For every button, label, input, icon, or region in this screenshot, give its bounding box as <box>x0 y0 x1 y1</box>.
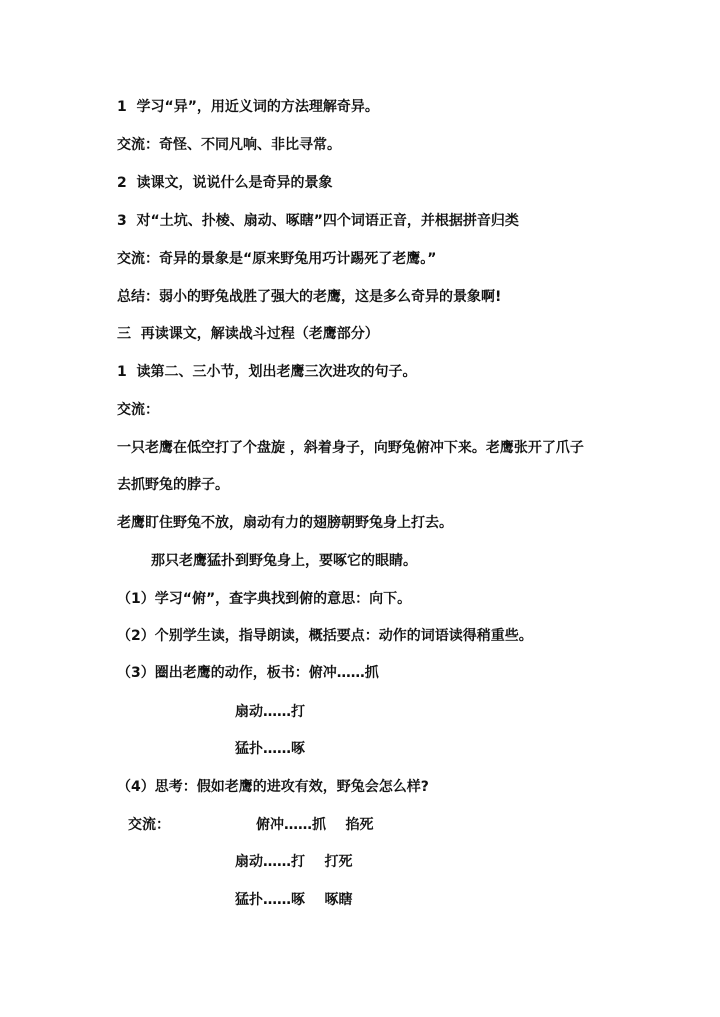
text-line: 交流： <box>117 402 159 418</box>
text-line: 3 对“土坑、扑棱、扇动、啄瞎”四个词语正音，并根据拼音归类 <box>117 213 519 229</box>
text-line: 俯冲……抓 掐死 <box>256 817 374 833</box>
text-line: 1 读第二、三小节，划出老鹰三次进攻的句子。 <box>117 364 417 380</box>
text-line: 总结：弱小的野兔战胜了强大的老鹰，这是多么奇异的景象啊! <box>117 289 502 305</box>
text-line: 交流：奇怪、不同凡响、非比寻常。 <box>117 137 341 153</box>
text-line: 一只老鹰在低空打了个盘旋 ，斜着身子，向野兔俯冲下来。老鹰张开了爪子 <box>117 440 584 456</box>
text-line: 1 学习“异”，用近义词的方法理解奇异。 <box>117 99 379 115</box>
text-line: 三 再读课文，解读战斗过程（老鹰部分） <box>117 326 379 342</box>
text-line: 猛扑……啄 啄瞎 <box>235 892 353 908</box>
text-line: 去抓野兔的脖子。 <box>117 477 229 493</box>
text-line: 交流： <box>128 817 170 833</box>
text-line: （1）学习“俯”，查字典找到俯的意思：向下。 <box>117 591 412 607</box>
text-line: 扇动……打 打死 <box>235 854 353 870</box>
text-line: 交流：奇异的景象是“原来野兔用巧计踢死了老鹰。” <box>117 251 437 267</box>
text-line: 猛扑……啄 <box>235 741 305 757</box>
text-line: 那只老鹰猛扑到野兔身上，要啄它的眼睛。 <box>151 553 417 569</box>
text-line: （3）圈出老鹰的动作，板书：俯冲……抓 <box>117 665 379 681</box>
text-line: （4）思考：假如老鹰的进攻有效，野兔会怎么样? <box>117 779 429 795</box>
text-line: 扇动……打 <box>235 704 305 720</box>
text-line: 2 读课文，说说什么是奇异的景象 <box>117 175 333 191</box>
text-line: （2）个别学生读，指导朗读，概括要点：动作的词语读得稍重些。 <box>117 628 533 644</box>
text-line: 老鹰盯住野兔不放，扇动有力的翅膀朝野兔身上打去。 <box>117 515 453 531</box>
